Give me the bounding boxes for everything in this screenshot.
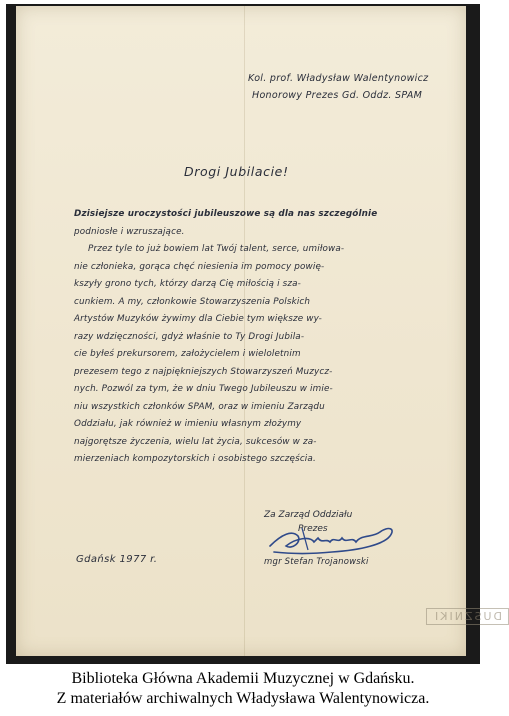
- body-line: mierzeniach kompozytorskich i osobistego szczęścia.: [74, 454, 316, 464]
- body-line: Dzisiejsze uroczystości jubileuszowe są dla nas szczególnie: [74, 209, 378, 219]
- mirrored-stamp: DUSZNIKI: [426, 608, 509, 625]
- addressee-line: Honorowy Prezes Gd. Oddz. SPAM: [252, 90, 423, 101]
- letter-page: [16, 6, 502, 656]
- sign-line: Prezes: [298, 524, 328, 534]
- body-line: nych. Pozwól za tym, że w dniu Twego Jubileuszu w imie-: [74, 384, 333, 394]
- sign-line: Za Zarząd Oddziału: [264, 510, 353, 520]
- body-line: Artystów Muzyków żywimy dla Ciebie tym większe wy-: [74, 314, 322, 324]
- body-line: kszyły grono tych, którzy darzą Cię miłością i sza-: [74, 279, 302, 289]
- body-line: cunkiem. A my, członkowie Stowarzyszenia Polskich: [74, 296, 311, 307]
- body-line: Przez tyle to już bowiem lat Twój talent, serce, umiłowa-: [88, 244, 345, 254]
- signer-name: mgr Stefan Trojanowski: [264, 557, 369, 567]
- body-line: podniosłe i wzruszające.: [74, 226, 185, 237]
- body-line: razy wdzięczności, gdyż właśnie to Ty Drogi Jubila-: [74, 331, 305, 342]
- salutation: Drogi Jubilacie!: [184, 164, 289, 179]
- addressee-line: Kol. prof. Władysław Walentynowicz: [248, 73, 429, 84]
- body-line: nie członieka, gorąca chęć niesienia im pomocy powię-: [74, 261, 325, 272]
- image-caption: [0, 669, 486, 709]
- handwritten-signature: [262, 516, 412, 562]
- body-line: najgorętsze życzenia, wielu lat życia, sukcesów w za-: [74, 436, 317, 447]
- place-and-date: Gdańsk 1977 r.: [76, 554, 158, 565]
- caption-line: Biblioteka Główna Akademii Muzycznej w Gdańsku.: [71, 670, 415, 687]
- body-line: niu wszystkich członków SPAM, oraz w imieniu Zarządu: [74, 401, 325, 412]
- addressee-block: [248, 70, 428, 104]
- body-line: Oddziału, jak również w imieniu własnym złożymy: [74, 419, 302, 429]
- letter-body: [74, 206, 424, 469]
- body-line: prezesem tego z najpiękniejszych Stowarzyszeń Muzycz-: [74, 366, 333, 377]
- body-line: cie byłeś prekursorem, założycielem i wieloletnim: [74, 349, 301, 359]
- caption-line: Z materiałów archiwalnych Władysława Walentynowicza.: [56, 690, 430, 707]
